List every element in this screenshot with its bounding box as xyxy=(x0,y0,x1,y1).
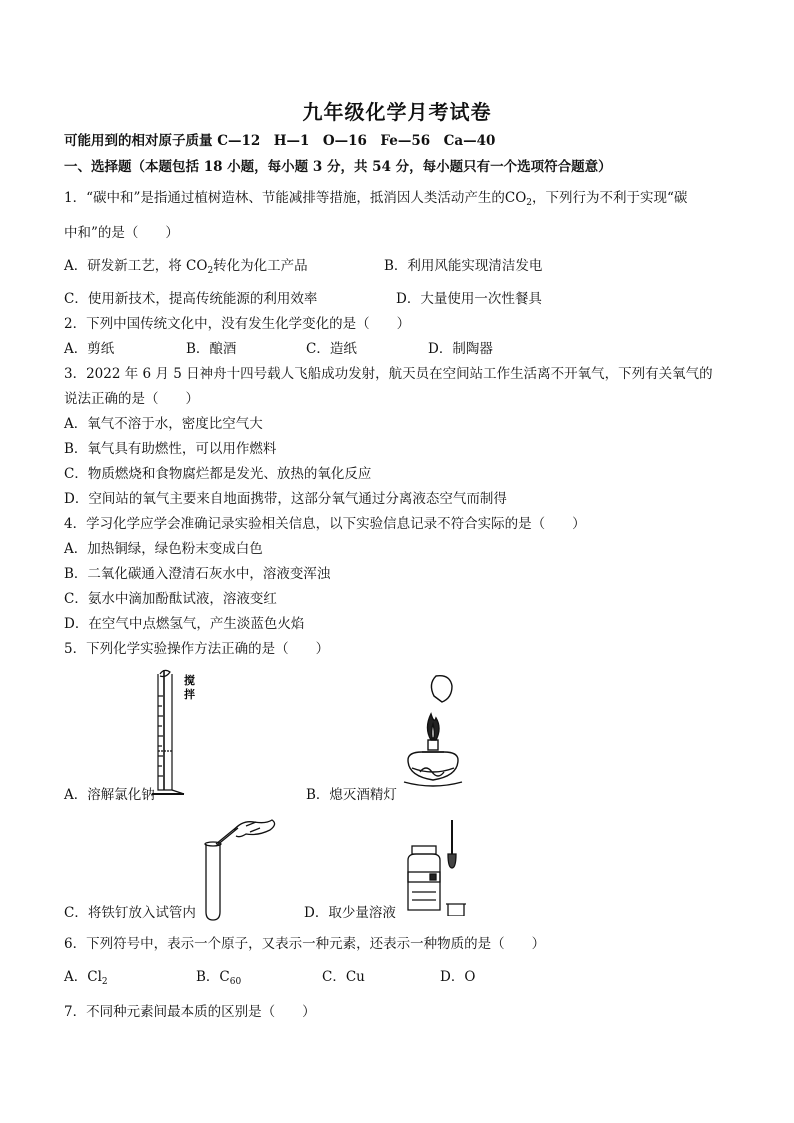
reagent-bottle-figure xyxy=(400,816,470,916)
stir-label-1: 搅 xyxy=(184,675,195,687)
question-1-option-d[interactable]: D．大量使用一次性餐具 xyxy=(396,291,542,307)
question-5-stem: 5．下列化学实验操作方法正确的是（ ） xyxy=(64,641,330,657)
page-title: 九年级化学月考试卷 xyxy=(302,100,492,124)
question-3-stem-line2: 说法正确的是（ ） xyxy=(64,391,199,407)
question-4-option-b[interactable]: B．二氧化碳通入澄清石灰水中，溶液变浑浊 xyxy=(64,566,331,582)
question-1-stem: 1．“碳中和”是指通过植树造林、节能减排等措施，抵消因人类活动产生的$CO_2$，下列行为不利于实现“碳 xyxy=(64,190,688,208)
question-5-option-b[interactable]: B．熄灭酒精灯 xyxy=(306,787,397,803)
question-6-option-b[interactable]: B．$C_{60}$ xyxy=(196,969,242,987)
question-1-option-c[interactable]: C．使用新技术，提高传统能源的利用效率 xyxy=(64,291,318,307)
question-2-stem: 2．下列中国传统文化中，没有发生化学变化的是（ ） xyxy=(64,316,411,332)
question-5-option-a[interactable]: A．溶解氯化钠 xyxy=(64,787,155,803)
question-2-option-b[interactable]: B．酿酒 xyxy=(186,341,237,357)
question-2-option-c[interactable]: C．造纸 xyxy=(306,341,357,357)
question-3-option-d[interactable]: D．空间站的氧气主要来自地面携带，这部分氧气通过分离液态空气而制得 xyxy=(64,491,507,507)
stir-label-2: 拌 xyxy=(184,689,195,701)
question-1-option-a[interactable]: A．研发新工艺，将 $CO_2$转化为化工产品 xyxy=(64,258,308,276)
question-3-option-a[interactable]: A．氧气不溶于水，密度比空气大 xyxy=(64,416,263,432)
question-6-option-a[interactable]: A．$Cl_2$ xyxy=(64,969,108,987)
question-5-option-c[interactable]: C．将铁钉放入试管内 xyxy=(64,905,196,921)
atomic-mass-line: 可能用到的相对原子质量 C—12 H—1 O—16 Fe—56 Ca—40 xyxy=(64,133,496,149)
question-4-option-d[interactable]: D．在空气中点燃氢气，产生淡蓝色火焰 xyxy=(64,616,305,632)
question-1-stem-line2: 中和”的是（ ） xyxy=(64,225,179,241)
graduated-cylinder-figure xyxy=(150,666,210,798)
question-4-stem: 4．学习化学应学会准确记录实验相关信息，以下实验信息记录不符合实际的是（ ） xyxy=(64,516,586,532)
question-6-option-c[interactable]: C．Cu xyxy=(322,969,365,985)
question-2-option-d[interactable]: D．制陶器 xyxy=(428,341,493,357)
question-4-option-a[interactable]: A．加热铜绿，绿色粉末变成白色 xyxy=(64,541,263,557)
question-7-stem: 7．不同种元素间最本质的区别是（ ） xyxy=(64,1004,316,1020)
question-1-option-b[interactable]: B．利用风能实现清洁发电 xyxy=(384,258,543,274)
section-header: 一、选择题（本题包括 18 小题，每小题 3 分，共 54 分，每小题只有一个选项符合题意） xyxy=(64,159,612,175)
question-5-option-d[interactable]: D．取少量溶液 xyxy=(304,905,396,921)
alcohol-lamp-figure xyxy=(398,672,468,796)
question-3-option-b[interactable]: B．氧气具有助燃性，可以用作燃料 xyxy=(64,441,277,457)
question-2-option-a[interactable]: A．剪纸 xyxy=(64,341,115,357)
question-6-option-d[interactable]: D．O xyxy=(440,969,476,985)
question-3-option-c[interactable]: C．物质燃烧和食物腐烂都是发光、放热的氧化反应 xyxy=(64,466,372,482)
test-tube-figure xyxy=(202,814,284,922)
question-4-option-c[interactable]: C．氨水中滴加酚酞试液，溶液变红 xyxy=(64,591,277,607)
question-3-stem: 3．2022 年 6 月 5 日神舟十四号载人飞船成功发射，航天员在空间站工作生活离不开氧气，下列有关氧气的 xyxy=(64,366,713,382)
question-6-stem: 6．下列符号中，表示一个原子，又表示一种元素，还表示一种物质的是（ ） xyxy=(64,936,546,952)
